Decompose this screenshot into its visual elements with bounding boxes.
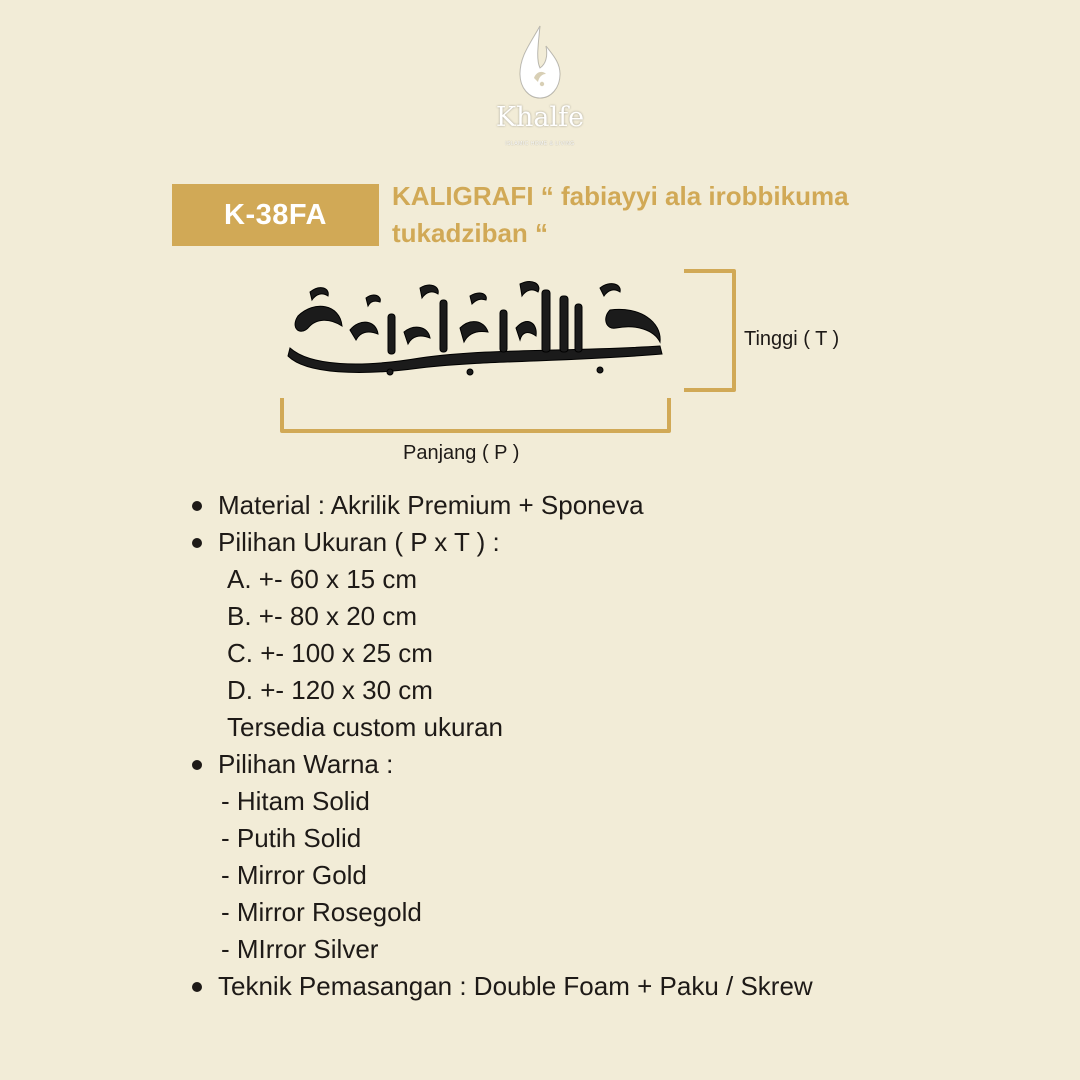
spec-size-heading — [192, 524, 1052, 561]
bullet-icon — [192, 760, 202, 770]
size-option — [192, 598, 1052, 635]
color-option — [192, 820, 1052, 857]
size-option-text: C. +- 100 x 25 cm — [227, 638, 433, 668]
spec-installation — [192, 968, 1052, 1005]
brand-tagline: ISLAMIC HOME & LIVING — [505, 141, 575, 147]
color-option — [192, 857, 1052, 894]
length-bracket — [282, 398, 669, 431]
arabic-calligraphy-artwork — [270, 270, 680, 380]
spec-installation-text: Teknik Pemasangan : Double Foam + Paku / Skrew — [218, 971, 813, 1001]
spec-material-text: Material : Akrilik Premium + Sponeva — [218, 490, 644, 520]
bullet-icon — [192, 501, 202, 511]
bullet-icon — [192, 538, 202, 548]
size-option — [192, 635, 1052, 672]
product-title-line1: KALIGRAFI “ fabiayyi ala irobbikuma — [392, 181, 849, 211]
spec-material — [192, 487, 1052, 524]
bullet-icon — [192, 982, 202, 992]
color-option-text: - Mirror Gold — [221, 860, 367, 890]
size-option — [192, 561, 1052, 598]
size-option-text: D. +- 120 x 30 cm — [227, 675, 433, 705]
brand-logo — [480, 22, 600, 147]
product-title — [392, 178, 952, 252]
size-option — [192, 709, 1052, 746]
flame-drop-logo-icon — [480, 22, 600, 112]
height-label: Tinggi ( T ) — [744, 328, 840, 350]
size-option-text: B. +- 80 x 20 cm — [227, 601, 418, 631]
length-label: Panjang ( P ) — [403, 442, 520, 464]
color-option-text: - Putih Solid — [221, 823, 362, 853]
spec-color-heading-text: Pilihan Warna : — [218, 749, 394, 779]
spec-list — [192, 487, 1052, 1005]
spec-size-heading-text: Pilihan Ukuran ( P x T ) : — [218, 527, 500, 557]
product-code-badge: K-38FA — [172, 184, 379, 246]
spec-color-heading — [192, 746, 1052, 783]
color-option-text: - Mirror Rosegold — [221, 897, 422, 927]
product-title-line2: tukadziban “ — [392, 218, 549, 248]
height-bracket — [684, 271, 734, 390]
color-option — [192, 783, 1052, 820]
size-option — [192, 672, 1052, 709]
color-option — [192, 931, 1052, 968]
brand-name: Khalfe — [495, 102, 585, 133]
color-option-text: - Hitam Solid — [221, 786, 370, 816]
color-option-text: - MIrror Silver — [221, 934, 379, 964]
size-option-text: Tersedia custom ukuran — [227, 712, 504, 742]
size-option-text: A. +- 60 x 15 cm — [227, 564, 418, 594]
color-option — [192, 894, 1052, 931]
